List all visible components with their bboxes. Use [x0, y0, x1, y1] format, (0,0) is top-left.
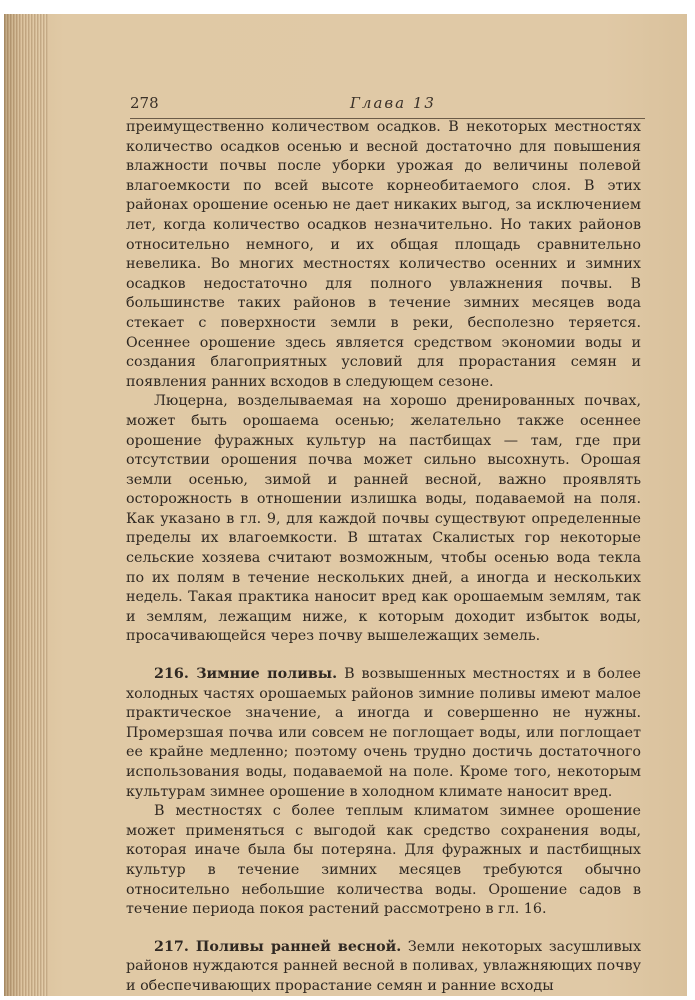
section-217-heading: 217. Поливы ранней весной.: [154, 938, 402, 955]
page-header: [130, 94, 645, 116]
page-number: 278: [130, 94, 159, 112]
paragraph-alfalfa: Люцерна, возделываемая на хорошо дренированных почвах, может быть орошаема осенью; желательно также осеннее орошение фуражных культур на пастбищах — там, где при отсутствии орошения почва может сильно высохнуть. Орошая земли осенью, зимой и ранней весной, важно проявлять осторожность в отношении излишка воды, подаваемой на поля. Как указано в гл. 9, для каждой почвы существуют определенные пределы их влагоемкости. В штатах Скалистых гор некоторые сельские хозяева считают возможным, чтобы осенью вода текла по их полям в течение нескольких дней, а иногда и нескольких недель. Такая практика наносит вред как орошаемым землям, так и землям, лежащим ниже, к которым доходит избыток воды, просачивающейся через почву вышележащих земель.: [126, 393, 641, 645]
paragraph-continued: преимущественно количеством осадков. В некоторых местностях количество осадков осенью и весной достаточно для повышения влажности почвы после уборки урожая до величины полевой влагоемкости по всей высоте корнеобитаемого слоя. В этих районах орошение осенью не дает никаких выгод, за исключением лет, когда количество осадков незначительно. Но таких районов относительно немного, и их общая площадь сравнительно невелика. Во многих местностях количество осенних и зимних осадков недостаточно для полного увлажнения почвы. В большинстве таких районов в течение зимних месяцев вода стекает с поверхности земли в реки, бесполезно теряется. Осеннее орошение здесь является средством экономии воды и создания благоприятных условий для прорастания семян и появления ранних всходов в следующем сезоне.: [126, 119, 641, 390]
section-217: [126, 938, 641, 997]
running-head: Глава 13: [350, 94, 436, 112]
section-216-heading: 216. Зимние поливы.: [154, 666, 338, 683]
section-216-paragraph-2: В местностях с более теплым климатом зимнее орошение может применяться с выгодой как средство сохранения воды, которая иначе была бы потеряна. Для фуражных и пастбищных культур в течение зимних месяцев требуются обычно относительно небольшие количества воды. Орошение садов в течение периода покоя растений рассмотрено в гл. 16.: [126, 803, 641, 918]
section-216: [126, 665, 641, 802]
section-217-text: Земли некоторых засушливых районов нуждаются ранней весной в поливах, увлажняющих почву и обеспечивающих прорастание семян и ранние всходы: [126, 938, 642, 994]
book-spine-shadow: [4, 14, 48, 996]
section-216-text: В возвышенных местностях и в более холодных частях орошаемых районов зимние поливы имеют малое практическое значение, а иногда и совершенно не нужны. Промерзшая почва или совсем не поглощает воды, или поглощает ее крайне медленно; поэтому очень трудно достичь достаточного использования воды, подаваемой на поле. Кроме того, некоторым культурам зимнее орошение в холодном климате наносит вред.: [126, 666, 642, 800]
body-text: [126, 118, 641, 997]
